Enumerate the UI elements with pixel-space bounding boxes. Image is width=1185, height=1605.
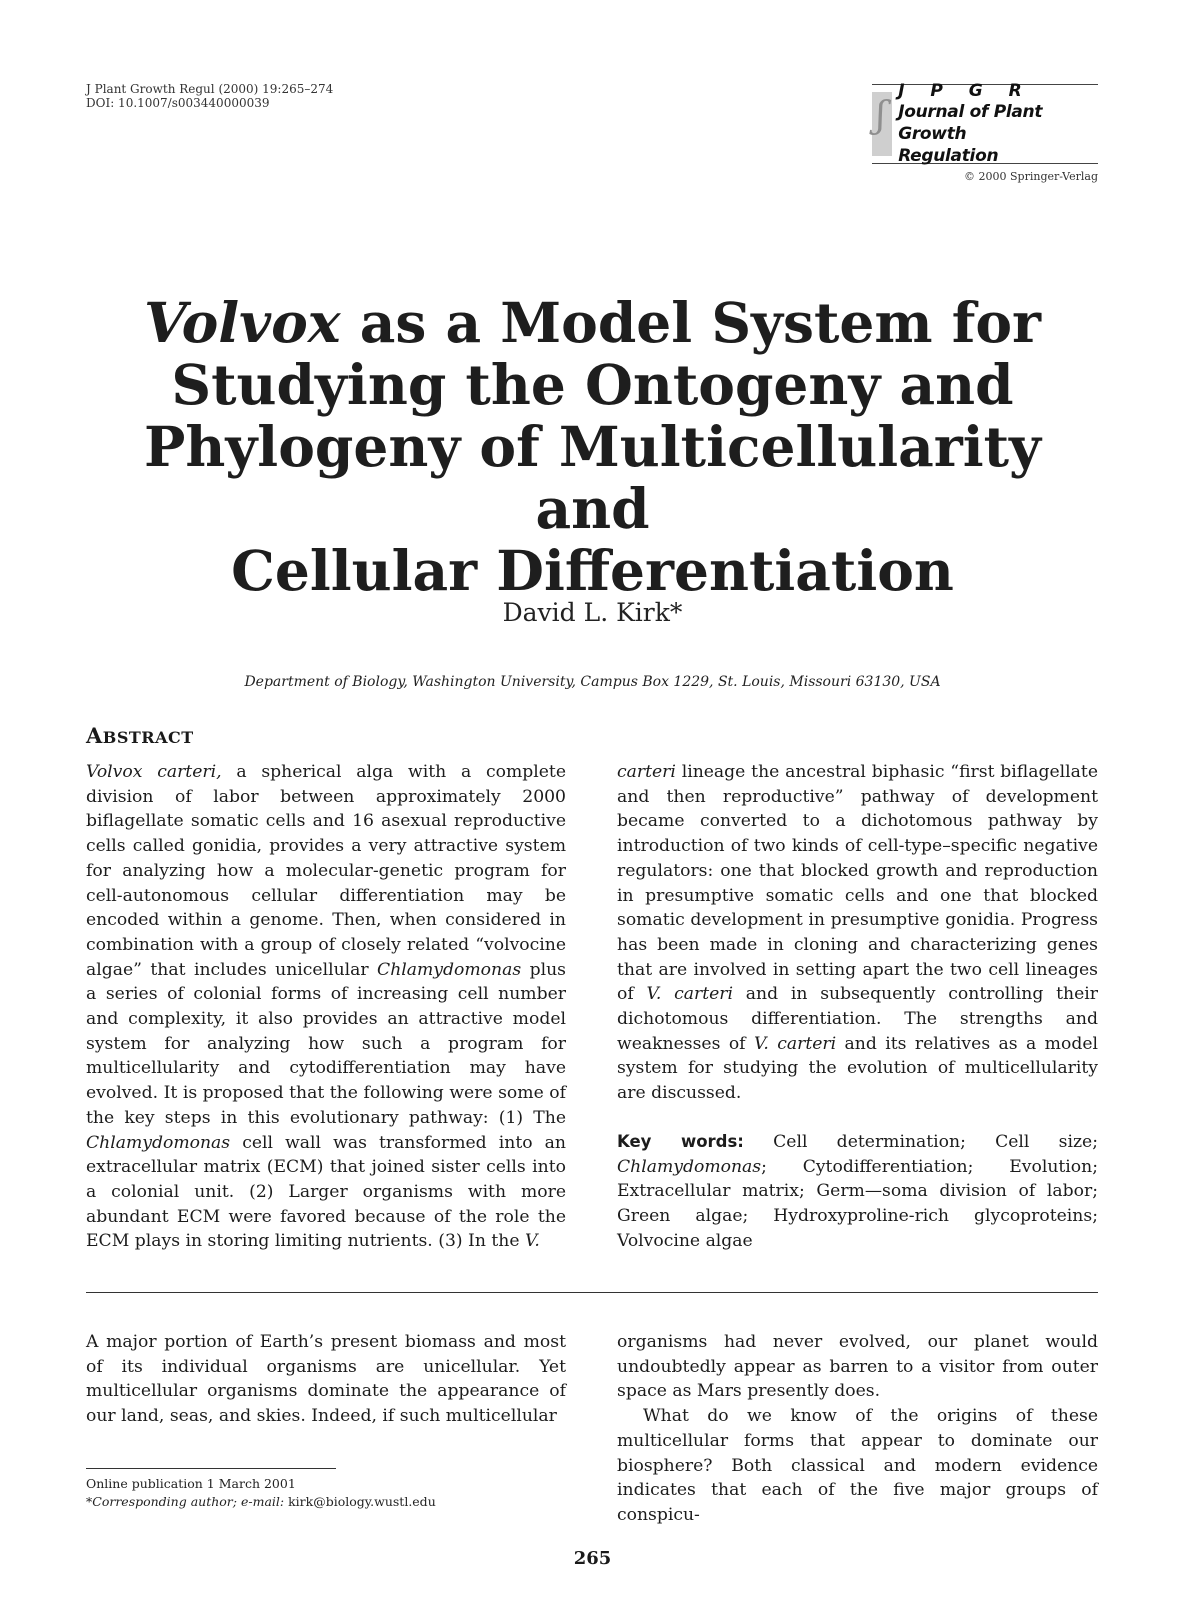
title-line2: Studying the Ontogeny and [171,352,1014,417]
text-run: and in subsequently controlling their dichotomous differentiation. The strengths and weaknesses of [617,984,1098,1054]
italic-term: Chlamydomonas [617,1156,762,1177]
email-link[interactable]: kirk@biology.wustl.edu [284,1494,436,1509]
italic-term: Chlamydomonas [377,959,522,980]
text-run: lineage the ancestral biphasic “first biflagellate and then reproductive” pathway of development became converted to a dichotomous pathway by introduction of two kinds of cell-type–specific negative regulators: one that blocked growth and reproduction in presumptive somatic cells and one that blocked somatic development in presumptive gonidia. Progress has been made in cloning and characterizing genes that are involved in setting apart the two cell lineages of [617,762,1098,1005]
text-run: cell wall was transformed into an extracellular matrix (ECM) that joined sister cells into a colonial unit. (2) Larger organisms with more abundant ECM were favored because of the role the ECM plays in storing limiting nutrients. (3) In the [86,1132,566,1252]
abstract-right-column [617,760,1098,1253]
body-paragraph: organisms had never evolved, our planet would undoubtedly appear as barren to a visitor from outer space as Mars presently does. [617,1332,1098,1402]
abstract-heading: ABSTRACT [86,723,194,748]
footnotes [86,1475,436,1511]
italic-term: V. [524,1231,540,1252]
italic-term: carteri [617,762,676,782]
keywords-label: Key words: [617,1131,744,1151]
text-run: ; Cytodifferentiation; Evolution; Extracellular matrix; Germ—soma division of labor; Green algae; Hydroxyproline-rich glycoproteins; Volvocine algae [617,1156,1098,1251]
citation [86,82,333,110]
footnote-rule [86,1468,336,1469]
section-divider [86,1292,1098,1293]
abstract-left-column [86,760,566,1254]
journal-abbreviation: J P G R [898,81,1032,101]
title-line1: as a Model System for [340,290,1042,355]
journal-name-line2: Regulation [898,146,999,166]
italic-term: Chlamydomonas [86,1132,231,1153]
body-right-column [617,1330,1098,1528]
text-run: Cell determination; Cell size; [743,1131,1098,1152]
author: David L. Kirk* [502,598,683,627]
title-italic-word: Volvox [143,290,341,355]
journal-logo-icon: ʃ [872,92,892,156]
italic-term: Volvox carteri, [86,762,222,782]
abstract-text-left [86,760,566,1254]
citation-line: J Plant Growth Regul (2000) 19:265–274 [86,82,334,96]
text-run: plus a series of colonial forms of increasing cell number and complexity, it also provides an attractive model system for analyzing how such a program for multicellularity and cytodifferentiation may have evolved. It is proposed that the following were some of the key steps in this evolutionary pathway: (1) The [86,959,566,1128]
text-run: and its relatives as a model system for studying the evolution of multicellularity are discussed. [617,1033,1098,1104]
keywords [617,1130,1098,1254]
journal-logo-block [872,81,1098,183]
corresponding-author: *Corresponding author; e-mail: kirk@biology.wustl.edu [86,1494,436,1509]
text-run: a spherical alga with a complete division of labor between approximately 2000 biflagellate somatic cells and 16 asexual reproductive cells called gonidia, provides a very attractive system for analyzing how a molecular-genetic program for cell-autonomous cellular differentiation may be encoded within a genome. Then, when considered in combination with a group of closely related “volvocine algae” that includes unicellular [86,762,566,980]
italic-term: V. carteri [646,984,734,1005]
title-line4: Cellular Differentiation [231,538,954,603]
abstract-text-right [617,760,1098,1106]
copyright: © 2000 Springer-Verlag [964,170,1098,183]
affiliation: Department of Biology, Washington University, Campus Box 1229, St. Louis, Missouri 63130, USA [244,674,941,690]
journal-name-line1: Journal of Plant Growth [898,102,1043,144]
body-left-column [86,1330,566,1429]
title-line3: Phylogeny of Multicellularity and [144,414,1041,541]
paper-title [100,292,1085,602]
body-paragraph: A major portion of Earth’s present biomass and most of its individual organisms are unicellular. Yet multicellular organisms dominate the appearance of our land, seas, and skies. Indeed, if such multicellular [86,1332,566,1427]
online-publication: Online publication 1 March 2001 [86,1476,296,1491]
page-number: 265 [573,1548,612,1569]
doi-line: DOI: 10.1007/s003440000039 [86,96,270,110]
italic-term: V. carteri [753,1033,837,1054]
body-paragraph: What do we know of the origins of these multicellular forms that appear to dominate our biosphere? Both classical and modern evidence indicates that each of the five major groups of conspicu- [617,1406,1098,1525]
